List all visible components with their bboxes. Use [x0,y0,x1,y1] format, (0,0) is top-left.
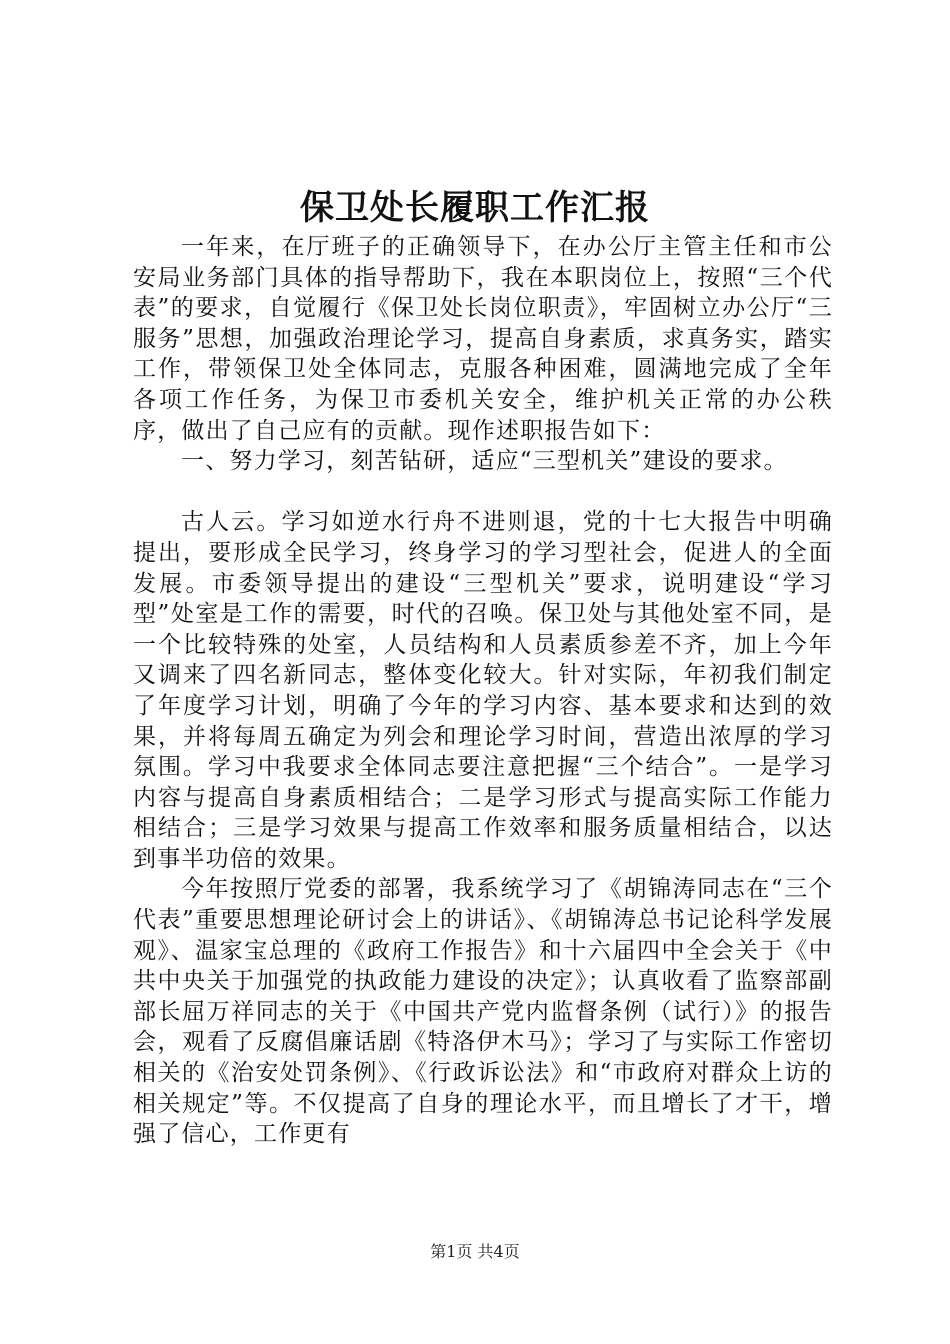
page-footer: 第1页 共4页 [430,1242,520,1261]
document-title: 保卫处长履职工作汇报 [300,188,650,228]
paragraph-intro: 一年来，在厅班子的正确领导下，在办公厅主管主任和市公安局业务部门具体的指导帮助下，我在本职岗位上，按照“三个代表”的要求，自觉履行《保卫处长岗位职责》，牢固树立办公厅“三服务”思想，加强政治理论学习，提高自身素质，求真务实，踏实工作，带领保卫处全体同志，克服各种困难，圆满地完成了全年各项工作任务，为保卫市委机关安全，维护机关正常的办公秩序，做出了自己应有的贡献。现作述职报告如下： [133,234,833,444]
paragraph-study-content: 今年按照厅党委的部署，我系统学习了《胡锦涛同志在“三个代表”重要思想理论研讨会上的讲话》、《胡锦涛总书记论科学发展观》、温家宝总理的《政府工作报告》和十六届四中全会关于《中共中央关于加强党的执政能力建设的决定》；认真收看了监察部副部长屈万祥同志的关于《中国共产党内监督条例（试行）》的报告会，观看了反腐倡廉话剧《特洛伊木马》；学习了与实际工作密切相关的《治安处罚条例》、《行政诉讼法》和“市政府对群众上访的相关规定”等。不仅提高了自身的理论水平，而且增长了才干，增强了信心，工作更有 [133,876,833,1148]
section-heading-1: 一、努力学习，刻苦钻研，适应“三型机关”建设的要求。 [181,448,788,475]
document-body [133,232,833,1150]
paragraph-study: 古人云。学习如逆水行舟不进则退，党的十七大报告中明确提出，要形成全民学习，终身学习的学习型社会，促进人的全面发展。市委领导提出的建设“三型机关”要求，说明建设“学习型”处室是工作的需要，时代的召唤。保卫处与其他处室不同，是一个比较特殊的处室，人员结构和人员素质参差不齐，加上今年又调来了四名新同志，整体变化较大。针对实际，年初我们制定了年度学习计划，明确了今年的学习内容、基本要求和达到的效果，并将每周五确定为列会和理论学习时间，营造出浓厚的学习氛围。学习中我要求全体同志要注意把握“三个结合”。一是学习内容与提高自身素质相结合；二是学习形式与提高实际工作能力相结合；三是学习效果与提高工作效率和服务质量相结合，以达到事半功倍的效果。 [133,509,833,872]
